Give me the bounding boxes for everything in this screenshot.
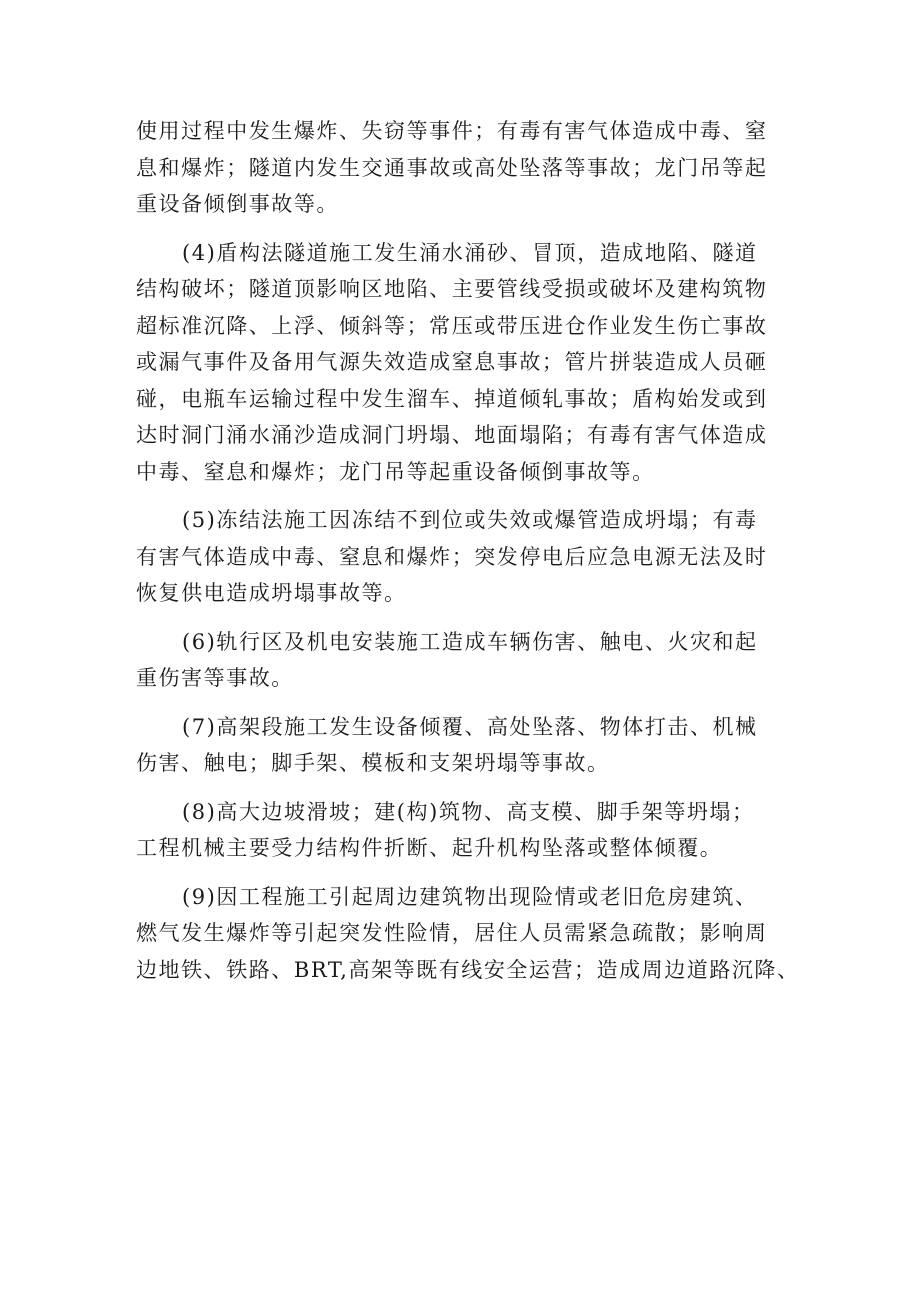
paragraph-item-8 [136,794,788,867]
paragraph-item-7 [136,709,788,782]
text-line: (6)轨行区及机电安装施工造成车辆伤害、触电、火灾和起 [182,629,758,654]
text-line: (9)因工程施工引起周边建筑物出现险情或老旧危房建筑、 [182,884,758,909]
text-line: 使用过程中发生爆炸、失窃等事件；有毒有害气体造成中毒、窒 [136,119,768,143]
paragraph-continued [136,113,788,223]
text-line: 超标准沉降、上浮、倾斜等；常压或带压进仓作业发生伤亡事故 [136,313,768,338]
text-line: 息和爆炸；隧道内发生交通事故或高处坠落等事故；龙门吊等起 [136,155,768,180]
text-line: 工程机械主要受力结构件折断、起升机构坠落或整体倾覆。 [136,836,723,860]
text-line: (8)高大边坡滑坡；建(构)筑物、高支模、脚手架等坍塌； [182,799,755,824]
text-line: 碰，电瓶车运输过程中发生溜车、掉道倾轧事故；盾构始发或到 [136,386,768,411]
text-line: 中毒、窒息和爆炸；龙门吊等起重设备倾倒事故等。 [136,459,655,484]
document-body [136,113,800,1000]
paragraph-item-9 [136,879,800,989]
text-line: 重设备倾倒事故等。 [136,192,339,216]
paragraph-item-4 [136,235,788,491]
text-line: 重伤害等事故。 [136,666,294,690]
text-line: 恢复供电造成坍塌事故等。 [136,581,407,605]
text-line: 伤害、触电；脚手架、模板和支架坍塌等事故。 [136,751,610,775]
text-line: (5)冻结法施工因冻结不到位或失效或爆管造成坍塌；有毒 [182,508,758,532]
text-line: 有害气体造成中毒、窒息和爆炸；突发停电后应急电源无法及时 [136,544,768,569]
text-line: (4)盾构法隧道施工发生涌水涌砂、冒顶，造成地陷、隧道 [182,240,758,265]
paragraph-item-6 [136,624,788,697]
text-line: 达时洞门涌水涌沙造成洞门坍塌、地面塌陷；有毒有害气体造成 [136,423,768,447]
text-line: 边地铁、铁路、BRT,高架等既有线安全运营；造成周边道路沉降、 [136,957,800,982]
text-line: 燃气发生爆炸等引起突发性险情，居住人员需紧急疏散；影响周 [136,921,768,945]
paragraph-item-5 [136,502,788,612]
text-line: 或漏气事件及备用气源失效造成窒息事故；管片拼装造成人员砸 [136,350,768,374]
text-line: (7)高架段施工发生设备倾覆、高处坠落、物体打击、机械 [182,714,758,739]
text-line: 结构破坏；隧道顶影响区地陷、主要管线受损或破坏及建构筑物 [136,277,768,301]
